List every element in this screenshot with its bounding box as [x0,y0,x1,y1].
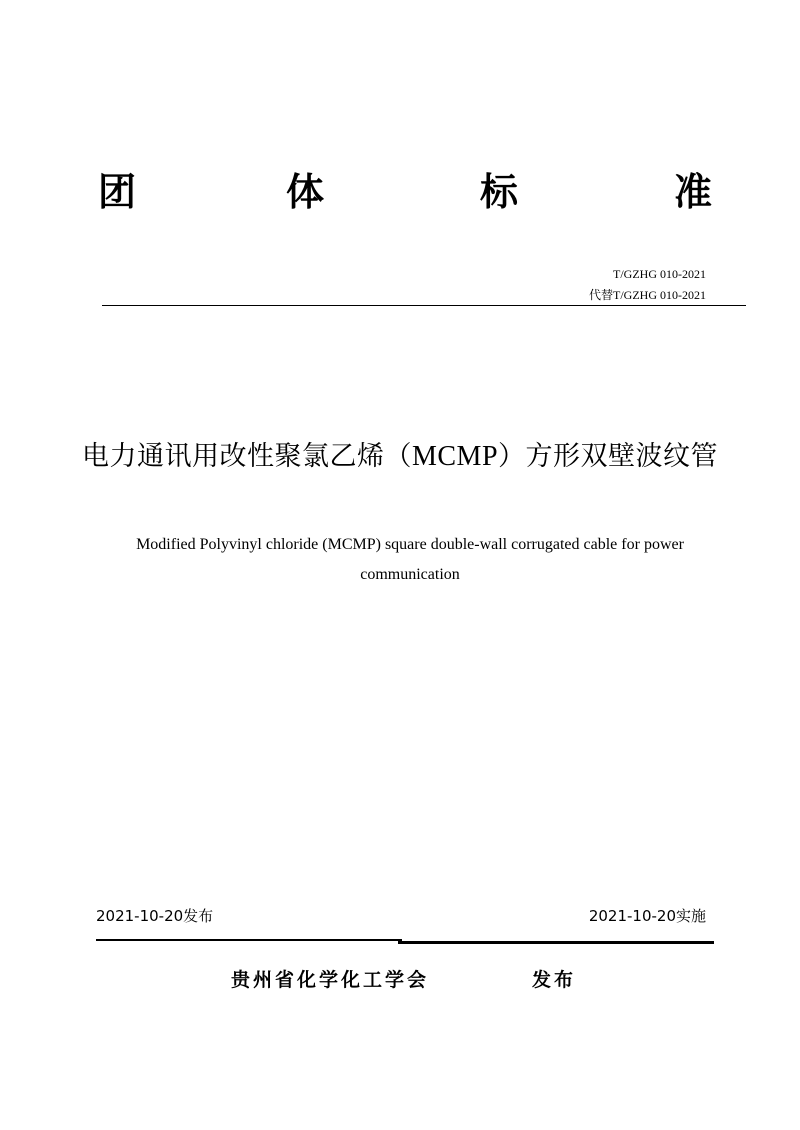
header-char-body: 体 [286,170,325,214]
english-title-line-2: communication [360,566,460,583]
chinese-title-part-1: 电力通讯用改性聚氯乙烯（ [81,441,412,472]
publisher-name: 贵州省化学化工学会 [231,969,430,991]
english-title [80,530,740,590]
header-char-standard: 标 [480,170,519,214]
replaced-standard-number: 代替T/GZHG 010-2021 [589,288,706,302]
chinese-title [0,437,800,477]
publish-date: 2021-10-20发布 [96,907,214,925]
footer-divider-right [398,941,714,944]
footer-divider-left [96,939,402,941]
header-divider [102,305,746,306]
publish-label: 发布 [532,969,577,991]
standard-number: T/GZHG 010-2021 [613,267,706,281]
chinese-title-part-2: ）方形双壁波纹管 [498,441,719,472]
implementation-date: 2021-10-20实施 [588,907,706,925]
header-char-norm: 准 [674,170,713,214]
chinese-title-code: MCMP [411,441,499,472]
english-title-line-1: Modified Polyvinyl chloride (MCMP) square double-wall corrugated cable for power [136,536,684,553]
header-char-group: 团 [98,170,137,214]
